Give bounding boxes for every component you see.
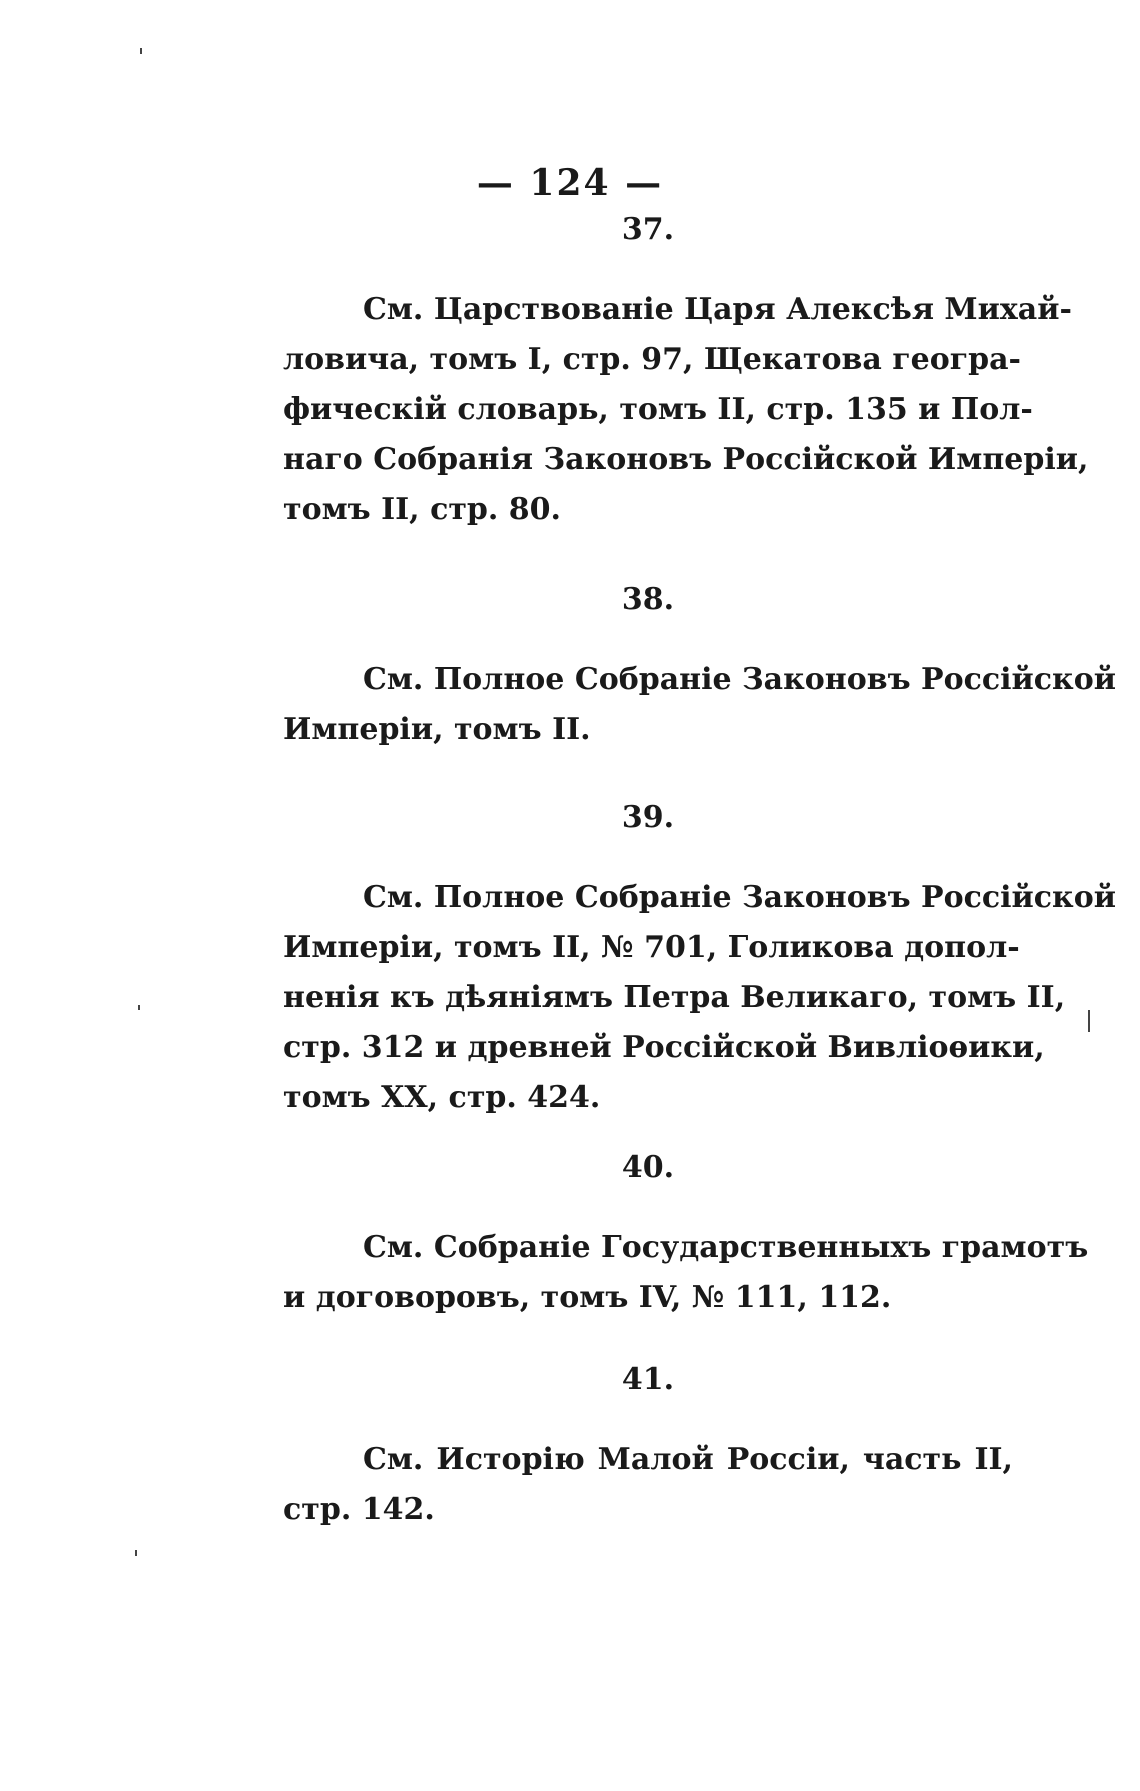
note-line: См. Полное Собраніе Законовъ Россійской [363, 662, 1116, 697]
note-line: стр. 312 и древней Россійской Вивліоѳики, [283, 1030, 1045, 1065]
note-41 [283, 1362, 1013, 1535]
note-number: 40. [621, 1150, 675, 1185]
note-line: томъ II, стр. 80. [283, 492, 561, 527]
note-number: 39. [621, 800, 675, 835]
note-number: 41. [621, 1362, 675, 1397]
note-number: 38. [621, 582, 675, 617]
note-line: См. Собраніе Государственныхъ грамотъ [363, 1230, 1089, 1265]
scan-speck [138, 1005, 140, 1010]
note-38 [283, 582, 1116, 755]
note-number: 37. [621, 212, 675, 247]
note-line: томъ XX, стр. 424. [283, 1080, 601, 1115]
scan-speck [135, 1550, 137, 1556]
note-line: ловича, томъ I, стр. 97, Щекатова геогра- [283, 342, 1021, 377]
scan-speck [140, 48, 142, 54]
page-number: — 124 — [476, 162, 664, 204]
note-line: фическій словарь, томъ II, стр. 135 и Пол- [283, 392, 1033, 427]
note-line: стр. 142. [283, 1492, 435, 1527]
note-40 [283, 1150, 1089, 1323]
note-line: Имперіи, томъ II. [283, 712, 591, 747]
note-line: См. Исторію Малой Россіи, часть II, [363, 1442, 1013, 1477]
note-line: Имперіи, томъ II, № 701, Голикова допол- [283, 930, 1020, 965]
note-line: наго Собранія Законовъ Россійской Имперіи, [283, 442, 1089, 477]
note-37 [283, 212, 1089, 535]
note-line: и договоровъ, томъ IV, № 111, 112. [283, 1280, 892, 1315]
note-39 [283, 800, 1116, 1123]
note-line: ненія къ дѣяніямъ Петра Великаго, томъ II, [283, 980, 1066, 1015]
note-line: См. Полное Собраніе Законовъ Россійской [363, 880, 1116, 915]
note-line: См. Царствованіе Царя Алексѣя Михай- [363, 292, 1072, 327]
scan-speck [1088, 1010, 1090, 1032]
